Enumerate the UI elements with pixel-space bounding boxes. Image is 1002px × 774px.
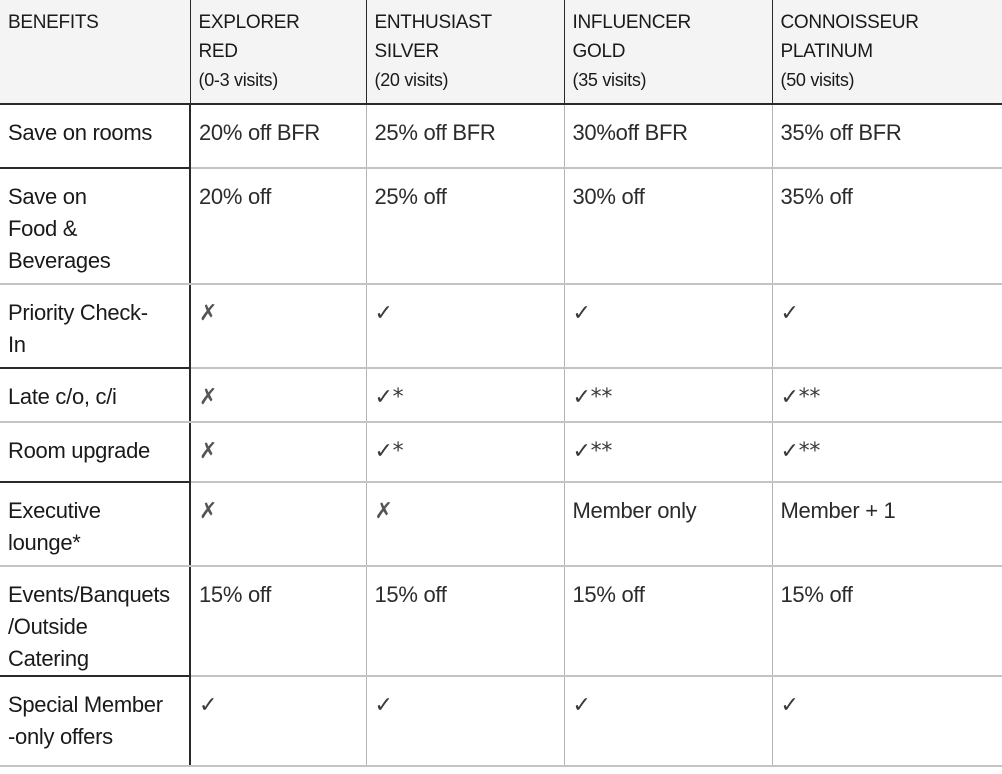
table-cell xyxy=(564,368,772,422)
benefits-header-label: BENEFITS xyxy=(8,12,99,33)
check-icon: ✓** xyxy=(780,439,821,464)
row-label xyxy=(0,482,190,566)
table-cell: 25% off xyxy=(366,168,564,284)
row-label: Room upgrade xyxy=(0,422,190,482)
check-icon: ✓* xyxy=(374,439,404,464)
table-cell xyxy=(366,368,564,422)
table-cell xyxy=(190,676,366,766)
row-label xyxy=(0,284,190,368)
table-cell xyxy=(772,368,1002,422)
table-cell: 35% off xyxy=(772,168,1002,284)
check-icon: ✓** xyxy=(572,439,613,464)
table-cell xyxy=(190,482,366,566)
row-label-line: Special Member xyxy=(8,692,163,717)
table-cell xyxy=(190,284,366,368)
tier-name-line1: CONNOISSEUR xyxy=(780,12,919,33)
table-cell: 15% off xyxy=(366,566,564,676)
table-cell: 20% off BFR xyxy=(190,104,366,168)
table-cell: 30% off xyxy=(564,168,772,284)
tier-name-line2: GOLD xyxy=(572,41,626,62)
table-cell: 20% off xyxy=(190,168,366,284)
tier-name-line2: PLATINUM xyxy=(780,41,873,62)
table-row-late-checkout xyxy=(0,368,1002,422)
row-label-line: Events/Banquets xyxy=(8,582,170,607)
check-icon: ✓ xyxy=(374,693,393,718)
header-row xyxy=(0,0,1002,104)
row-label: Save on rooms xyxy=(0,104,190,168)
table-row-executive-lounge xyxy=(0,482,1002,566)
table-cell xyxy=(190,422,366,482)
tier-name-line2: SILVER xyxy=(374,41,439,62)
table-row-special-offers xyxy=(0,676,1002,766)
check-icon: ✓* xyxy=(374,385,404,410)
tier-name-line1: INFLUENCER xyxy=(572,12,691,33)
table-header xyxy=(0,0,1002,104)
table-cell: 15% off xyxy=(190,566,366,676)
table-cell: 25% off BFR xyxy=(366,104,564,168)
table-cell xyxy=(564,284,772,368)
row-label-line: Food & xyxy=(8,216,78,241)
check-icon: ✓ xyxy=(780,693,799,718)
row-label xyxy=(0,566,190,676)
tier-visits: (35 visits) xyxy=(572,70,647,90)
table-cell xyxy=(772,284,1002,368)
table-cell: 30%off BFR xyxy=(564,104,772,168)
table-row-room-upgrade xyxy=(0,422,1002,482)
row-label-line: Executive xyxy=(8,498,101,523)
row-label-line: lounge* xyxy=(8,530,81,555)
check-icon: ✓** xyxy=(572,385,613,410)
cross-icon: ✗ xyxy=(199,301,218,326)
table-cell: 15% off xyxy=(772,566,1002,676)
row-label-line: Beverages xyxy=(8,248,111,273)
table-row-save-on-rooms xyxy=(0,104,1002,168)
tier-header-enthusiast xyxy=(366,0,564,104)
row-label xyxy=(0,168,190,284)
tier-visits: (20 visits) xyxy=(374,70,449,90)
table-cell xyxy=(366,422,564,482)
table-row-save-on-food xyxy=(0,168,1002,284)
tier-visits: (50 visits) xyxy=(780,70,855,90)
check-icon: ✓ xyxy=(572,693,591,718)
row-label-line: Priority Check- xyxy=(8,300,148,325)
tier-name-line1: EXPLORER xyxy=(198,12,300,33)
check-icon: ✓** xyxy=(780,385,821,410)
benefits-column-header xyxy=(0,0,190,104)
check-icon: ✓ xyxy=(572,301,591,326)
table-cell xyxy=(366,676,564,766)
table-cell: 35% off BFR xyxy=(772,104,1002,168)
tier-header-connoisseur xyxy=(772,0,1002,104)
row-label-line: /Outside xyxy=(8,614,88,639)
table-cell xyxy=(366,482,564,566)
table-cell xyxy=(772,676,1002,766)
table-row-priority-checkin xyxy=(0,284,1002,368)
row-label-line: -only offers xyxy=(8,724,113,749)
check-icon: ✓ xyxy=(374,301,393,326)
row-label-line: In xyxy=(8,332,26,357)
table-row-events-banquets xyxy=(0,566,1002,676)
check-icon: ✓ xyxy=(199,693,218,718)
tier-name-line1: ENTHUSIAST xyxy=(374,12,492,33)
row-label-line: Save on xyxy=(8,184,87,209)
table-cell: Member only xyxy=(564,482,772,566)
table-cell: Member + 1 xyxy=(772,482,1002,566)
cross-icon: ✗ xyxy=(374,499,393,524)
tier-name-line2: RED xyxy=(198,41,238,62)
table-cell: 15% off xyxy=(564,566,772,676)
table-cell xyxy=(366,284,564,368)
tier-header-influencer xyxy=(564,0,772,104)
check-icon: ✓ xyxy=(780,301,799,326)
table-cell xyxy=(772,422,1002,482)
table-cell xyxy=(190,368,366,422)
tier-visits: (0-3 visits) xyxy=(198,70,278,90)
table-cell xyxy=(564,676,772,766)
cross-icon: ✗ xyxy=(199,385,218,410)
table-cell xyxy=(564,422,772,482)
table-body xyxy=(0,104,1002,766)
row-label: Late c/o, c/i xyxy=(0,368,190,422)
cross-icon: ✗ xyxy=(199,499,218,524)
row-label xyxy=(0,676,190,766)
cross-icon: ✗ xyxy=(199,439,218,464)
tier-header-explorer xyxy=(190,0,366,104)
row-label-line: Catering xyxy=(8,646,89,671)
